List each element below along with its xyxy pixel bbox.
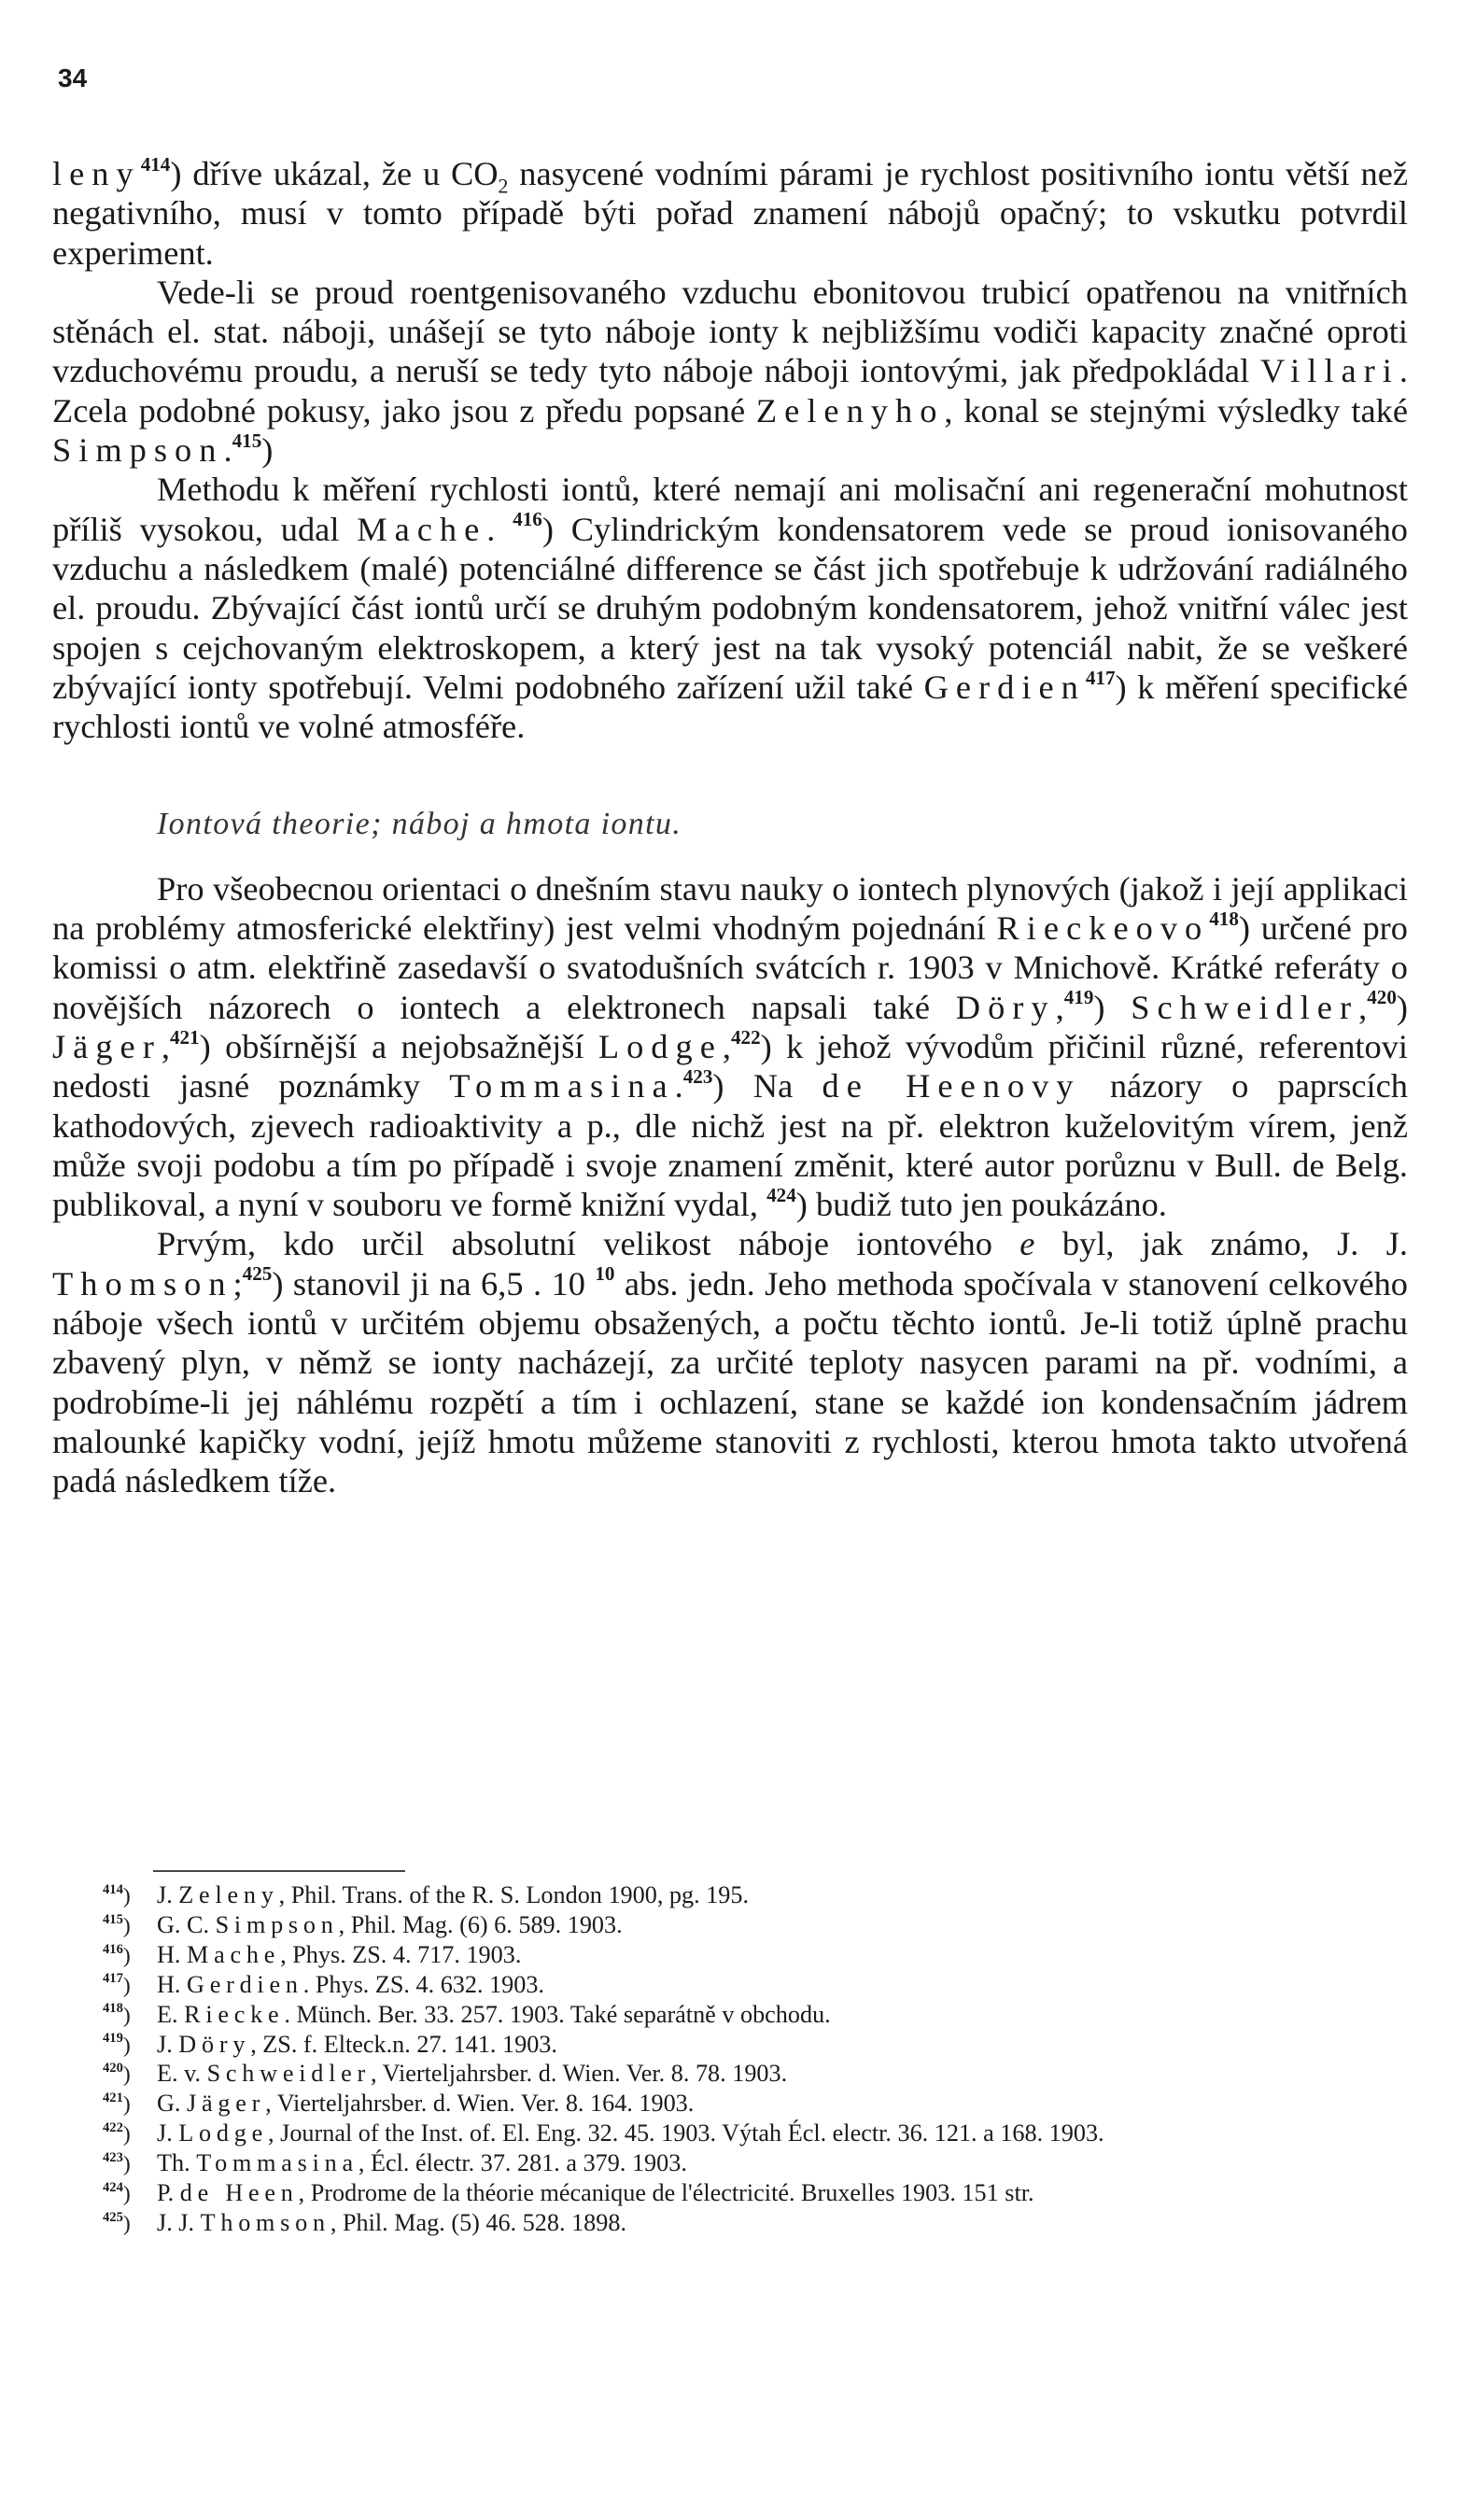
text-run: Th. [157, 2149, 197, 2177]
spaced-name: de Heenovy [822, 1067, 1081, 1105]
footnote-number: 414 [103, 1881, 123, 1897]
spaced-name: Thomson [200, 2208, 330, 2236]
footnote-420 [52, 2060, 1408, 2090]
text-run: ) Na [712, 1067, 822, 1105]
footnote-marker: $^{415}$) [103, 1911, 131, 1938]
spaced-name: de Heen [179, 2179, 299, 2207]
footnote-ref[interactable]: 425 [242, 1262, 273, 1286]
text-run: . [223, 431, 232, 470]
footnote-marker: $^{424}$) [103, 2179, 131, 2207]
spaced-name: Lodge [178, 2119, 269, 2147]
text-run: P. [157, 2179, 180, 2207]
text-run: ) k jehož vývodům přičinil různé, referentovi nedosti jasné poznámky [52, 1027, 1408, 1105]
footnote-ref[interactable]: 10 [595, 1262, 615, 1286]
text-run: . [674, 1067, 683, 1105]
text-run: , Vierteljahrsber. d. Wien. Ver. 8. 164. 1903. [265, 2090, 695, 2118]
text-run: E. [157, 2000, 185, 2028]
text-run: , Vierteljahrsber. d. Wien. Ver. 8. 78. 1903. [371, 2060, 788, 2088]
footnote-marker: $^{419}$) [103, 2031, 131, 2058]
footnote-415 [52, 1911, 1408, 1941]
footnote-ref[interactable]: 417 [1085, 666, 1116, 689]
body-text [52, 154, 1408, 1501]
text-run: E. v. [157, 2060, 207, 2088]
footnote-ref[interactable]: 420 [1367, 986, 1397, 1009]
text-run: , Prodrome de la théorie mécanique de l'électricité. Bruxelles 1903. 151 str. [298, 2179, 1034, 2207]
spaced-name: Rieckeovo [996, 909, 1210, 948]
text-run: J. [157, 1881, 179, 1908]
paragraph-p2 [52, 273, 1408, 470]
text-run: ) [1093, 988, 1132, 1026]
footnote-421 [52, 2090, 1408, 2119]
spaced-name: Zelenyho [755, 391, 945, 429]
footnote-marker: $^{417}$) [103, 1971, 131, 1998]
text-run: G. [157, 2090, 188, 2118]
footnotes [52, 1881, 1408, 2239]
spaced-name: Jäger [187, 2090, 266, 2118]
paragraph-p5 [52, 1224, 1408, 1500]
text-run: J. [157, 2119, 179, 2147]
footnote-425 [52, 2209, 1408, 2239]
text-run: J. J. [157, 2208, 201, 2236]
footnote-414 [52, 1881, 1408, 1911]
text-run: , Phil. Trans. of the R. S. London 1900, pg. 195. [278, 1881, 750, 1908]
text-run: , Phil. Mag. (5) 46. 528. 1898. [330, 2208, 627, 2236]
footnote-ref[interactable]: 414 [140, 152, 171, 176]
footnote-marker: $^{420}$) [103, 2061, 131, 2088]
text-run: ) stanovil ji na 6,5 . 10 [272, 1264, 596, 1302]
spaced-name: Gerdien [187, 1970, 303, 1998]
footnote-number: 415 [103, 1911, 123, 1927]
text-run: , konal se stejnými výsledky také [944, 391, 1409, 429]
text-run: ) obšírnější a nejobsažnější [199, 1027, 598, 1065]
footnote-number: 422 [103, 2119, 123, 2135]
spaced-name: leny [52, 155, 141, 192]
text-run: , [1358, 988, 1368, 1026]
text-run: e [1019, 1225, 1035, 1263]
footnote-ref[interactable]: 423 [682, 1065, 713, 1088]
text-run: Pro všeobecnou orientaci o dnešním stavu nauky o iontech plynových (jakož i její applikaci na problémy atmosferické elektřiny) jest velmi vhodným pojednání [52, 869, 1408, 948]
text-run: H. [157, 1970, 188, 1998]
text-run: , [1055, 988, 1064, 1026]
text-run: G. C. [157, 1910, 216, 1938]
text-run: ; [232, 1264, 243, 1302]
spaced-name: Schweidler [1131, 988, 1359, 1026]
paragraphs-after [52, 869, 1408, 1501]
footnote-424 [52, 2179, 1408, 2209]
spaced-name: Thomson [52, 1264, 233, 1302]
footnote-number: 419 [103, 2031, 123, 2047]
spaced-name: Schweidler [206, 2060, 372, 2088]
text-run: ) [1396, 988, 1408, 1026]
spaced-name: Villari [1260, 352, 1399, 390]
text-run: byl, jak známo, J. J. [1034, 1225, 1408, 1263]
text-run: ) k měření specifické rychlosti iontů ve volné atmosféře. [52, 668, 1409, 746]
text-run: Vede-li se proud roentgenisovaného vzduchu ebonitovou trubicí opatřenou na vnitřních stěnách el. stat. náboji, unášejí se tyto náboje ionty k nejbližšímu vodiči kapacity značné oproti vzduchovému proudu, a neruší se tedy tyto náboje náboji iontovými, jak předpokládal [52, 273, 1408, 390]
text-run: J. [157, 2030, 179, 2058]
footnote-ref[interactable]: 421 [169, 1025, 200, 1049]
footnote-418 [52, 2001, 1408, 2031]
spaced-name: Jäger [52, 1027, 162, 1065]
footnote-ref[interactable]: 424 [766, 1183, 796, 1206]
spaced-name: Tommasina [449, 1067, 675, 1105]
text-run: . Münch. Ber. 33. 257. 1903. Také separátně v obchodu. [284, 2000, 831, 2028]
footnote-number: 418 [103, 2001, 123, 2017]
text-run: ) dříve ukázal, že u CO [170, 155, 499, 192]
paragraph-p1 [52, 154, 1408, 273]
footnote-marker: $^{421}$) [103, 2091, 131, 2118]
footnote-ref[interactable]: 419 [1063, 986, 1094, 1009]
text-run: Methodu k měření rychlosti iontů, které nemají ani molisační ani regenerační mohutnost příliš vysokou, udal [52, 471, 1408, 548]
footnote-marker: $^{422}$) [103, 2119, 131, 2147]
text-run: , ZS. f. Elteck.n. 27. 141. 1903. [250, 2030, 557, 2058]
spaced-name: Lodge [597, 1027, 723, 1065]
footnote-number: 420 [103, 2061, 123, 2077]
footnote-ref[interactable]: 422 [730, 1025, 761, 1049]
spaced-name: Zeleny [178, 1881, 279, 1908]
spaced-name: Mache [357, 510, 487, 548]
footnote-marker: $^{414}$) [103, 1881, 131, 1908]
text-run: , [722, 1027, 731, 1065]
text-run: ) určené pro komissi o atm. elektřině zasedavší o svatodušních svátcích r. 1903 v Mnichově. Krátké referáty o novějších názorech o iontech a elektronech napsali také [52, 909, 1408, 1026]
footnote-number: 425 [103, 2209, 123, 2225]
spaced-name: Döry [955, 988, 1056, 1026]
text-run: ) budiž tuto jen poukázáno. [795, 1186, 1167, 1224]
text-run: abs. jedn. Jeho methoda spočívala v stanovení celkového náboje všech iontů v určitém objemu obsažených, a počtu těchto iontů. Je-li totiž úplně prachu zbavený plyn, v němž se ionty nacházejí, za určité teploty nasycen parami na př. vodními, a podrobíme-li jej náhlému rozpětí a tím i ochlazení, stane se každé ion kondensačním jádrem malounké kapičky vodní, jejíž hmotu můžeme stanoviti z rychlosti, kterou hmota takto utvořená padá následkem tíže. [52, 1264, 1408, 1500]
footnote-number: 423 [103, 2149, 123, 2165]
footnote-ref[interactable]: 418 [1209, 907, 1239, 930]
spaced-name: Simpson [52, 431, 224, 470]
spaced-name: Döry [178, 2030, 251, 2058]
spaced-name: Riecke [184, 2000, 285, 2028]
footnote-number: 424 [103, 2179, 123, 2195]
section-heading: Iontová theorie; náboj a hmota iontu. [157, 807, 682, 842]
spaced-name: Mache [187, 1940, 281, 1968]
footnote-marker: $^{423}$) [103, 2149, 131, 2177]
text-run: , Écl. électr. 37. 281. a 379. 1903. [358, 2149, 687, 2177]
footnote-417 [52, 1971, 1408, 2001]
spaced-name: Tommasina [196, 2149, 358, 2177]
footnote-marker: $^{416}$) [103, 1941, 131, 1968]
text-run: . [486, 510, 513, 548]
footnote-rule [153, 1870, 405, 1872]
footnote-ref[interactable]: 416 [513, 508, 542, 531]
footnote-419 [52, 2031, 1408, 2061]
footnote-marker: $^{418}$) [103, 2001, 131, 2028]
text-run: nasycené vodními párami je rychlost positivního iontu větší než negativního, musí v tomto případě býti pořad znamení nábojů opačný; to vskutku potvrdil experiment. [52, 155, 1409, 272]
text-run: ) [261, 431, 274, 470]
footnote-number: 417 [103, 1971, 123, 1987]
spaced-name: Simpson [215, 1910, 339, 1938]
paragraph-p3 [52, 470, 1408, 746]
footnote-number: 421 [103, 2091, 123, 2106]
paragraphs-before [52, 154, 1408, 746]
text-run: , Phys. ZS. 4. 717. 1903. [280, 1940, 522, 1968]
spaced-name: Gerdien [923, 668, 1086, 706]
text-run: , [161, 1027, 170, 1065]
footnote-ref[interactable]: 415 [232, 429, 262, 452]
footnote-marker: $^{425}$) [103, 2209, 131, 2236]
text-run: Prvým, kdo určil absolutní velikost náboje iontového [157, 1225, 1020, 1263]
footnote-422 [52, 2119, 1408, 2149]
footnote-423 [52, 2149, 1408, 2179]
footnote-416 [52, 1941, 1408, 1971]
text-run: . Phys. ZS. 4. 632. 1903. [302, 1970, 544, 1998]
text-run: ) Cylindrickým kondensatorem vede se proud ionisovaného vzduchu a následkem (malé) potenciálné difference se část jich spotřebuje k udržování radiálného el. proudu. Zbývající část iontů určí se druhým podobným kondensatorem, jehož vnitřní válec jest spojen s cejchovaným elektroskopem, a který jest na tak vysoký potenciál nabit, že se veškeré zbývající ionty spotřebují. Velmi podobného zařízení užil také [52, 510, 1408, 706]
footnote-number: 416 [103, 1941, 123, 1957]
page-number: 34 [58, 63, 88, 92]
text-run: . Zcela podobné pokusy, jako jsou z předu popsané [52, 352, 1408, 429]
paragraph-p4 [52, 869, 1408, 1225]
text-run: 2 [498, 175, 509, 198]
text-run: názory o paprscích kathodových, zjevech radioaktivity a p., dle nichž jest na př. elektron kuželovitým vírem, jenž může svoji podobu a tím po případě i svoje znamení změnit, které autor porůznu v Bull. de Belg. publikoval, a nyní v souboru ve formě knižní vydal, [52, 1067, 1408, 1224]
text-run: H. [157, 1940, 188, 1968]
text-run: , Phil. Mag. (6) 6. 589. 1903. [338, 1910, 623, 1938]
text-run: , Journal of the Inst. of. El. Eng. 32. 45. 1903. Výtah Écl. electr. 36. 121. a 168. 1903. [268, 2119, 1104, 2147]
